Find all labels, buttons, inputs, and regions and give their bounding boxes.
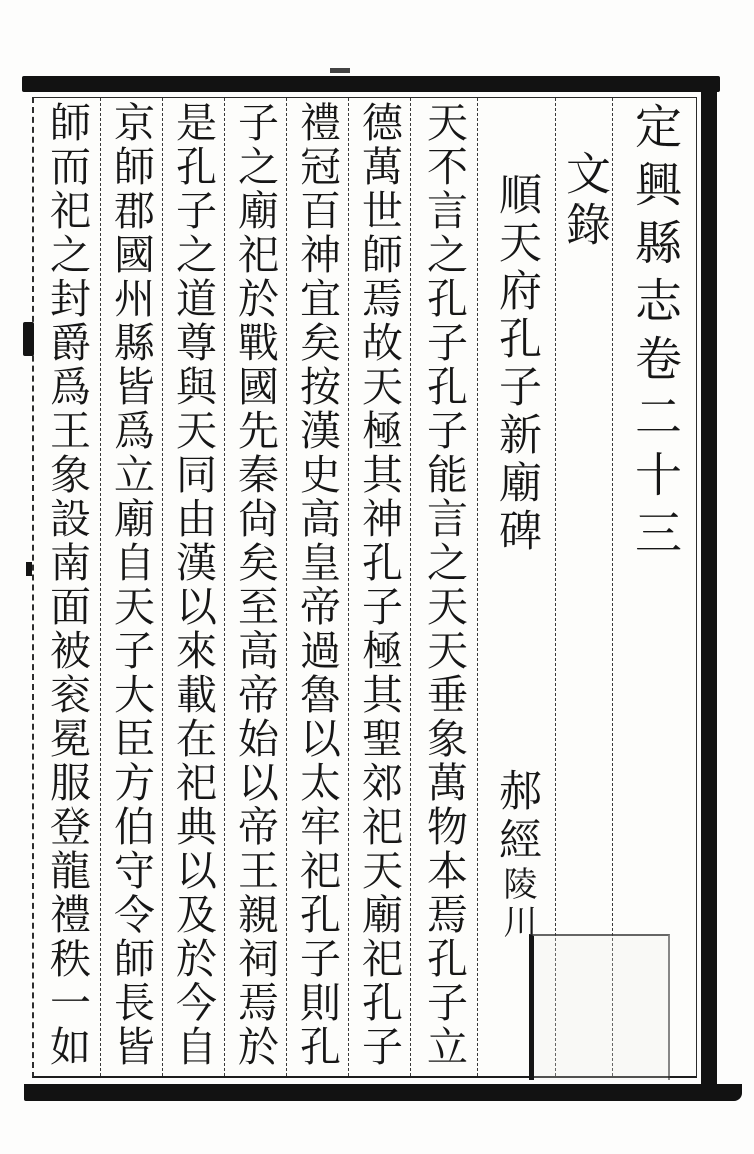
body-column: 是孔子之道尊與天同由漢以來載在祀典以及於今自: [162, 98, 224, 1076]
body-column: 子之廟祀於戰國先秦尙矣至高帝始以帝王親祠焉於: [224, 98, 286, 1076]
section-title-column: 文錄: [555, 98, 612, 1076]
body-column: 禮冠百神宜矣按漢史高皇帝過魯以太牢祀孔子則孔: [286, 98, 348, 1076]
ink-blot-left-margin: [23, 322, 34, 356]
article-title: 順天府孔子新廟碑: [493, 172, 540, 556]
body-column: 師而祀之封爵爲王象設南面被衮冕服登龍禮秩一如: [44, 101, 90, 1069]
bottom-border-bar: [24, 1084, 742, 1101]
top-border-bar: [22, 76, 720, 92]
ink-speck-left-margin: [26, 562, 32, 576]
body-column: 天不言之孔子孔子能言之天天垂象萬物本焉孔子立: [410, 98, 477, 1076]
right-border-bar: [701, 80, 717, 1098]
body-column: 京師郡國州縣皆爲立廟自天子大臣方伯守令師長皆: [100, 98, 162, 1076]
author-name: 郝經: [493, 768, 540, 866]
article-title-column: [477, 98, 555, 1076]
body-column: 德萬世師焉故天極其神孔子極其聖郊祀天廟祀孔子: [348, 98, 410, 1076]
author-place: 陵川: [498, 866, 535, 942]
repair-patch-outline: [529, 934, 670, 1080]
volume-title-column: 定興縣志卷二十三: [612, 98, 696, 1076]
text-frame: [32, 97, 697, 1078]
ink-speck-top: [330, 68, 350, 73]
